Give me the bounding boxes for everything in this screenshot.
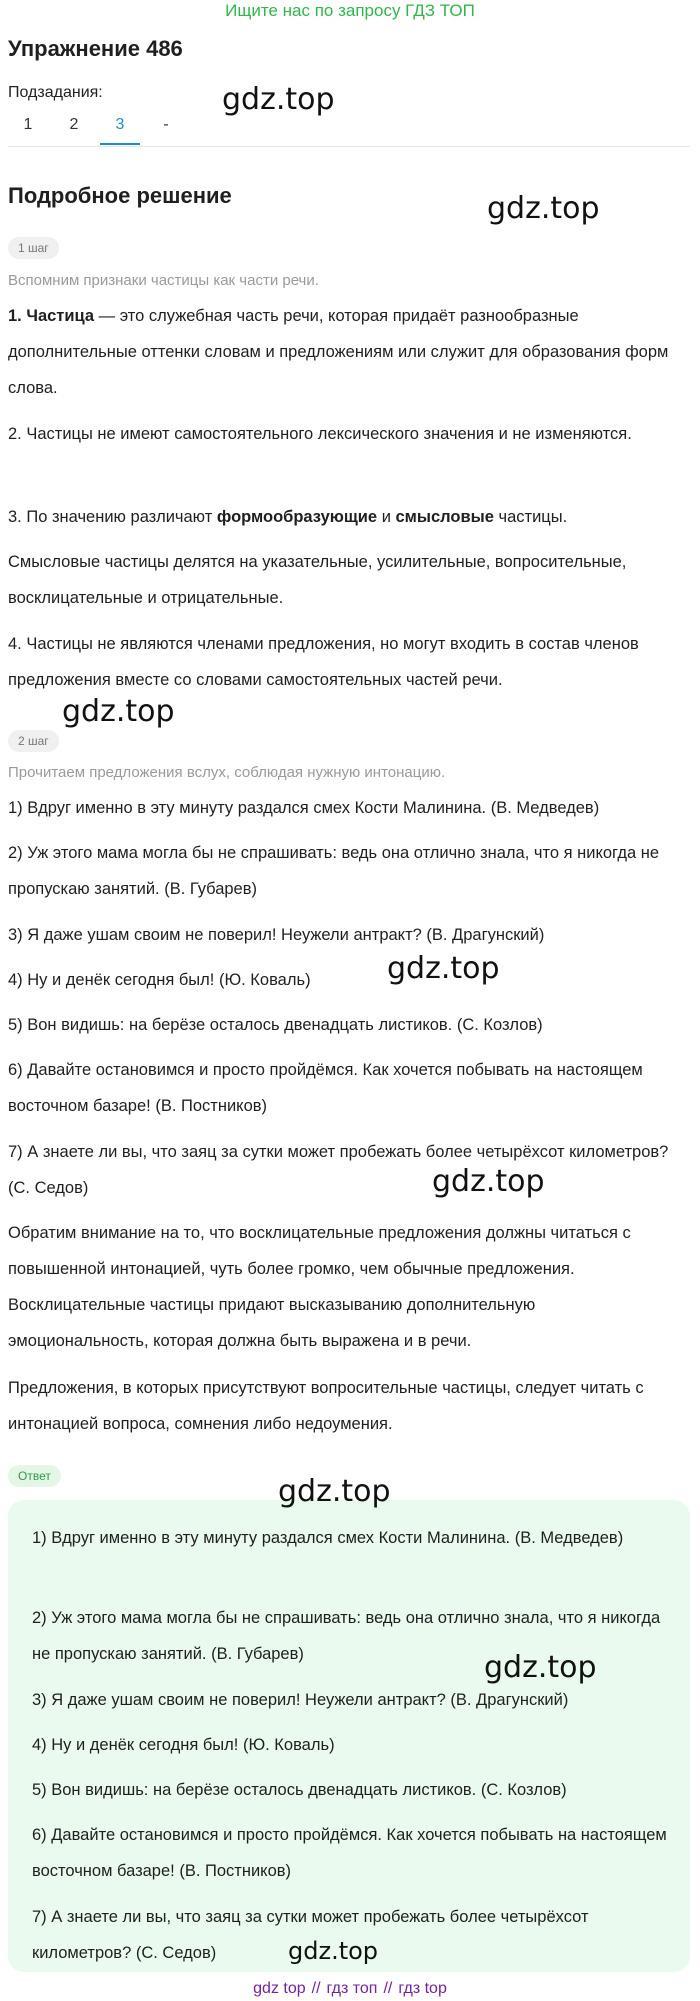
footer-link[interactable]: гдз top xyxy=(398,1980,447,1997)
footer-link[interactable]: гдз топ xyxy=(326,1980,378,1997)
answer-item: 5) Вон видишь: на берёзе осталось двенадцать листиков. (С. Козлов) xyxy=(32,1781,567,1799)
step-badge-2: 2 шаг xyxy=(8,730,59,752)
sentence: 7) А знаете ли вы, что заяц за сутки может пробежать более четырёхсот километров? (С. Седов) xyxy=(8,1143,669,1197)
watermark: gdz.top xyxy=(484,1650,597,1685)
footer-links xyxy=(0,1980,700,1998)
step-note-1: Вспомним признаки частицы как части речи. xyxy=(8,272,319,289)
answer-item: 3) Я даже ушам своим не поверил! Неужели антракт? (В. Драгунский) xyxy=(32,1691,569,1709)
paragraph: Обратим внимание на то, что восклицательные предложения должны читаться с повышенной интонацией, чуть более громко, чем обычные предложения. Восклицательные частицы придают высказыванию дополнительную эмоциональность, которая должна быть выражена и в речи. xyxy=(8,1224,631,1350)
step-note-2: Прочитаем предложения вслух, соблюдая нужную интонацию. xyxy=(8,764,446,781)
watermark: gdz.top xyxy=(278,1474,391,1509)
footer-link[interactable]: gdz top xyxy=(253,1980,306,1997)
active-tab-indicator xyxy=(100,143,140,145)
paragraph-text: частицы. xyxy=(493,508,568,526)
footer-separator: // xyxy=(383,1980,393,1997)
paragraph: 2. Частицы не имеют самостоятельного лексического значения и не изменяются. xyxy=(8,425,632,443)
subtasks-label: Подзадания: xyxy=(8,84,103,101)
page-title: Упражнение 486 xyxy=(8,36,183,61)
tab-2[interactable]: 2 xyxy=(69,116,79,133)
search-banner: Ищите нас по запросу ГДЗ ТОП xyxy=(225,1,475,20)
section-title: Подробное решение xyxy=(8,183,232,208)
watermark: gdz.top xyxy=(487,191,600,226)
sentence: 2) Уж этого мама могла бы не спрашивать: ведь она отлично знала, что я никогда не пропускаю занятий. (В. Губарев) xyxy=(8,844,660,898)
watermark: gdz.top xyxy=(288,1937,379,1965)
sentence: 4) Ну и денёк сегодня был! (Ю. Коваль) xyxy=(8,971,311,989)
answer-item: 2) Уж этого мама могла бы не спрашивать: ведь она отлично знала, что я никогда не пропускаю занятий. (В. Губарев) xyxy=(32,1609,661,1663)
answer-item: 1) Вдруг именно в эту минуту раздался смех Кости Малинина. (В. Медведев) xyxy=(32,1529,624,1547)
tab-3[interactable]: 3 xyxy=(115,116,125,133)
paragraph-text: — это служебная часть речи, которая придаёт разнообразные дополнительные оттенки словам и предложениям или служит для образования форм слова. xyxy=(8,307,669,397)
subtask-tabs xyxy=(8,112,690,147)
sentence: 6) Давайте остановимся и просто пройдёмся. Как хочется побывать на настоящем восточном базаре! (В. Постников) xyxy=(8,1061,643,1115)
answer-badge: Ответ xyxy=(8,1465,61,1487)
term-bold: смысловые xyxy=(395,508,494,526)
watermark: gdz.top xyxy=(222,82,335,117)
watermark: gdz.top xyxy=(432,1164,545,1199)
paragraph-text: и xyxy=(377,508,396,526)
tab-more[interactable]: - xyxy=(163,116,169,133)
sentence: 5) Вон видишь: на берёзе осталось двенадцать листиков. (С. Козлов) xyxy=(8,1016,543,1034)
watermark: gdz.top xyxy=(387,951,500,986)
answer-item: 7) А знаете ли вы, что заяц за сутки может пробежать более четырёхсот километров? (С. Седов) xyxy=(32,1908,589,1962)
footer-separator: // xyxy=(311,1980,321,1997)
sentence: 3) Я даже ушам своим не поверил! Неужели антракт? (В. Драгунский) xyxy=(8,926,545,944)
tab-1[interactable]: 1 xyxy=(23,116,33,133)
paragraph: 4. Частицы не являются членами предложения, но могут входить в состав членов предложения вместе со словами самостоятельных частей речи. xyxy=(8,635,639,689)
term-bold: формообразующие xyxy=(216,508,378,526)
term-bold: 1. Частица xyxy=(8,307,95,325)
paragraph xyxy=(8,298,680,406)
step-badge-1: 1 шаг xyxy=(8,237,59,259)
sentence: 1) Вдруг именно в эту минуту раздался смех Кости Малинина. (В. Медведев) xyxy=(8,799,600,817)
paragraph xyxy=(8,499,680,535)
watermark: gdz.top xyxy=(62,694,175,729)
paragraph-text: 3. По значению различают xyxy=(8,508,217,526)
answer-box xyxy=(8,1500,690,1972)
answer-item: 4) Ну и денёк сегодня был! (Ю. Коваль) xyxy=(32,1736,335,1754)
answer-item: 6) Давайте остановимся и просто пройдёмся. Как хочется побывать на настоящем восточном базаре! (В. Постников) xyxy=(32,1826,667,1880)
paragraph: Смысловые частицы делятся на указательные, усилительные, вопросительные, восклицательные и отрицательные. xyxy=(8,553,627,607)
paragraph: Предложения, в которых присутствуют вопросительные частицы, следует читать с интонацией вопроса, сомнения либо недоумения. xyxy=(8,1379,644,1433)
